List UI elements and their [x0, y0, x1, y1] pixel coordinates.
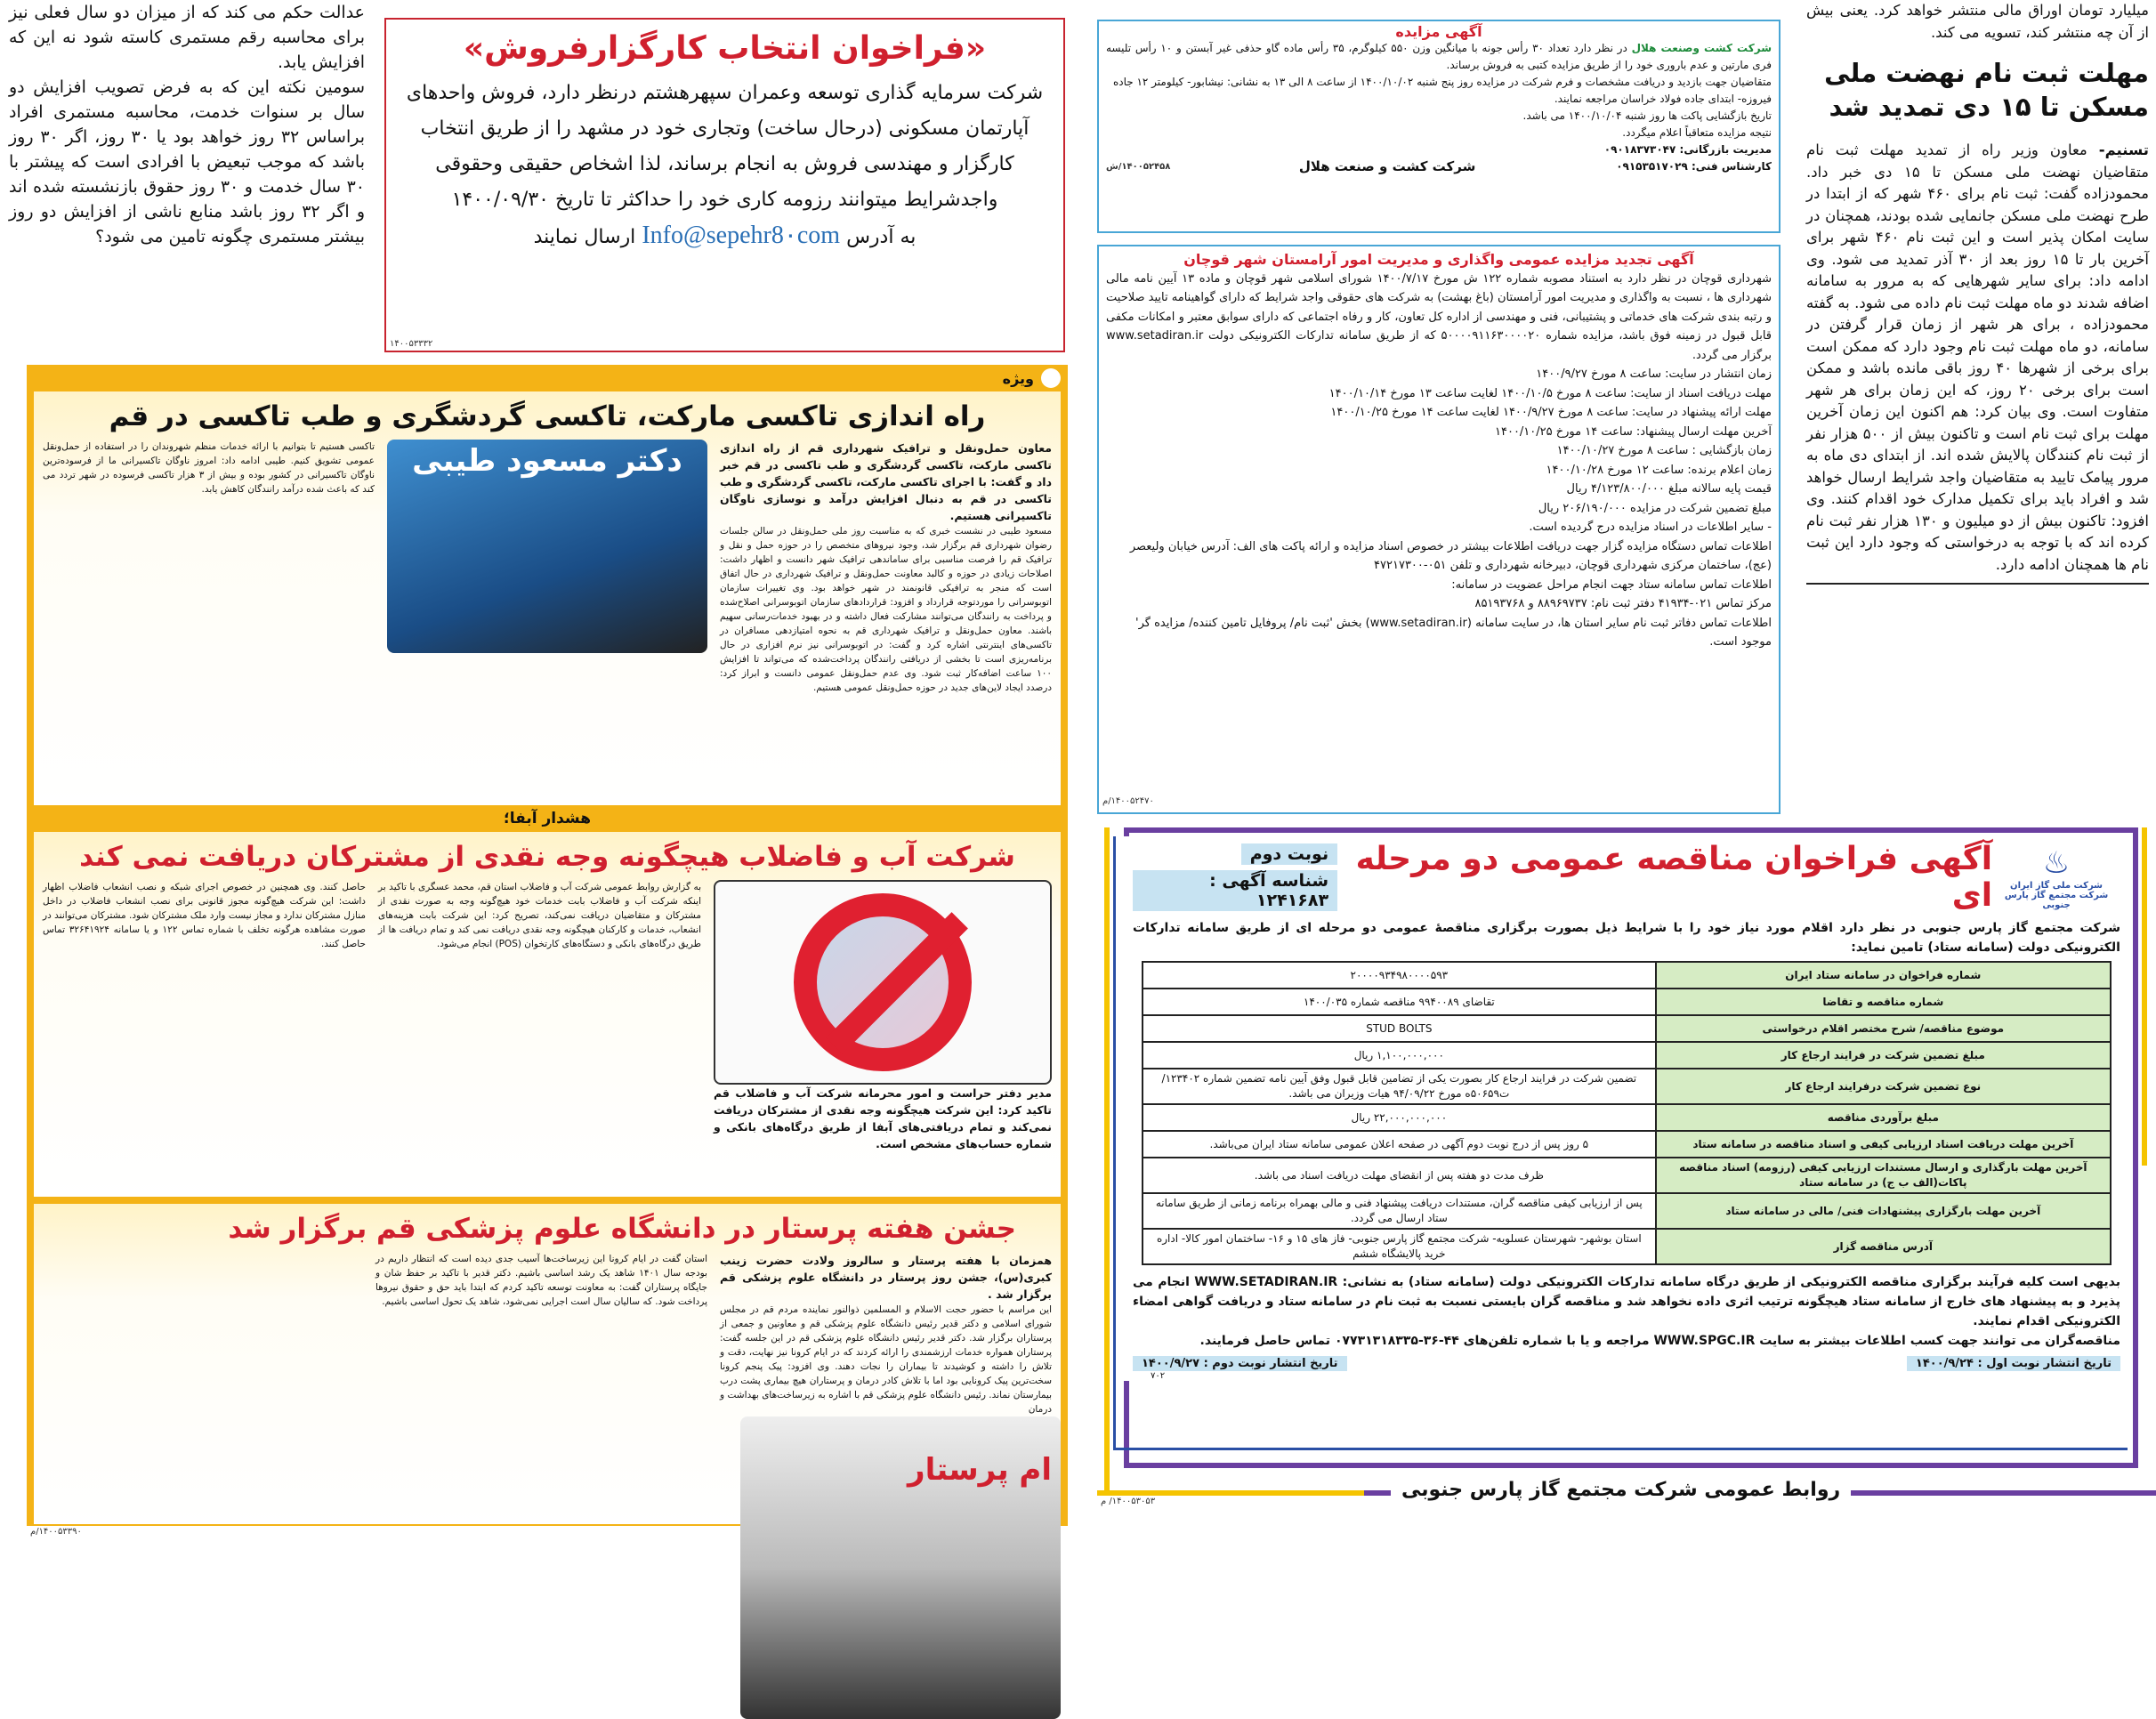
ad-line: تاریخ بازگشایی پاکت ها روز شنبه ۱۴۰۰/۱۰/۰۴ می باشد. — [1522, 109, 1772, 122]
ad-line: - سایر اطلاعات در اسناد مزایده درج گردیده است. — [1529, 521, 1772, 534]
ad-line: زمان انتشار در سایت: ساعت ۸ مورخ ۱۴۰۰/۹/۲۷ — [1536, 367, 1772, 381]
photo-no-cash — [714, 880, 1052, 1085]
row-label: آدرس مناقصه گزار — [1656, 1229, 2111, 1264]
row-label: مبلغ تضمین شرکت در فرایند ارجاع کار — [1656, 1042, 2111, 1069]
row-value: ۲۰۰۰۰۹۳۴۹۸۰۰۰۰۵۹۳ — [1143, 962, 1656, 989]
news-source: تسنیم- — [2098, 141, 2149, 158]
ad-line: زمان بازگشایی : ساعت ۸ مورخ ۱۴۰۰/۱۰/۲۷ — [1556, 444, 1772, 457]
article-taxi — [34, 391, 1061, 805]
article-headline: مهلت ثبت نام نهضت ملی مسکن تا ۱۵ دی تمدید شد — [1824, 58, 2149, 122]
table-row — [1143, 962, 2111, 989]
article-continuation-pension — [9, 0, 365, 249]
ad-gas-tender — [1097, 827, 2156, 1530]
ad-title: آگهی فراخوان مناقصه عمومی دو مرحله ای — [1355, 841, 1993, 914]
row-label: نوع تضمین شرکت درفرایند ارجاع کار — [1656, 1069, 2111, 1104]
paragraph: عدالت حکم می کند که از میزان دو سال فعلی نیز برای محاسبه رقم مستمری کاسته شود نه این که افزایش یابد. — [9, 3, 365, 72]
ad-signature: روابط عمومی شرکت مجتمع گاز پارس جنوبی — [1391, 1479, 1851, 1501]
ad-line: آخرین مهلت ارسال پیشنهاد: ساعت ۱۴ مورخ ۱۴۰۰/۱۰/۲۵ — [1495, 424, 1772, 439]
ad-id-label: شناسه آگهی : — [1209, 871, 1329, 891]
address-prefix: به آدرس — [846, 226, 917, 248]
table-row — [1143, 1104, 2111, 1131]
ad-line: قیمت پایه سالانه مبلغ ۴/۱۲۳/۸۰۰/۰۰۰ ریال — [1566, 482, 1772, 496]
table-row — [1143, 989, 2111, 1015]
ad-body: در نظر دارد تعداد ۳۰ رأس جونه با میانگین وزن ۵۵۰ کیلوگرم، ۳۵ رأس ماده گاو حذفی غیر آبستن و ۱۰ رأس تلیسه فری مارتین و عدم باروری خود را از طریق مزایده کتبی به فروش برساند. — [1106, 42, 1772, 71]
water-kicker: هشدار آبفا؛ — [503, 810, 592, 827]
article-tail: میلیارد تومان اوراق مالی منتشر خواهد کرد. یعنی بیش از آن چه منتشر کند، تسویه می کند. — [1806, 2, 2149, 41]
row-label: آخرین مهلت بارگذاری و ارسال مستندات ارزیابی کیفی (رزومه) اسناد مناقصه پاکات(الف ب ج) در سامانه ستاد — [1656, 1158, 2111, 1193]
row-value: استان بوشهر- شهرستان عسلویه- شرکت مجتمع گاز پارس جنوبی- فاز های ۱۵ و ۱۶- ساختمان امور کالا- اداره خرید پالایشگاه ششم — [1143, 1229, 1656, 1264]
ad-code: ۱۴۰۰۵۲۴۵۸/ش — [1106, 162, 1171, 172]
section-header — [34, 365, 1061, 391]
row-label: موضوع مناقصه/ شرح مختصر اقلام درخواستی — [1656, 1015, 2111, 1042]
row-label: مبلغ برآوردی مناقصه — [1656, 1104, 2111, 1131]
ad-line: اطلاعات تماس دستگاه مزایده گزار جهت دریافت اطلاعات بیشتر در خصوص اسناد مزایده و ارائه پاکت های الف: آدرس خیابان ولیعصر (عج)، ساختمان مرکزی شهرداری قوچان، دبیرخانه شهرداری و تلفن ۰۵۱-۴۷۲۱۷۳۰۰ — [1129, 539, 1772, 572]
article-lead: معاون حمل‌ونقل و ترافیک شهرداری قم از راه اندازی تاکسی مارکت، تاکسی گردشگری و طب تاکسی در قم خبر داد و گفت: با اجرای تاکسی مارکت، تاکسی گردشگری و طب تاکسی در قم به دنبال افزایش درآمد و نوسازی ناوگان تاکسیرانی هستیم. — [720, 441, 1052, 522]
ad-line: مرکز تماس ۰۲۱-۴۱۹۳۴ دفتر ثبت نام: ۸۸۹۶۹۷۳۷ و ۸۵۱۹۳۷۶۸ — [1474, 597, 1772, 610]
article-body: حاصل کنند. وی همچنین در خصوص اجرای شبکه و نصب انشعاب فاضلاب اظهار داشت: این شرکت هیچ‌گونه مجوز قانونی برای نصب انشعاب فاضلاب در داخل منازل مشترکان ندارد و مجاز نیست وارد ملک مشترکان شود. مشترکان می‌توانند در صورت مشاهده هرگونه تخلف با شماره تماس ۱۲۲ و یا سامانه ۳۲۶۴۱۹۲۴ تماس حاصل کنند. — [43, 882, 366, 949]
article-body: استان گفت در ایام کرونا این زیرساخت‌ها آسیب جدی دیده است که انتظار داریم در بودجه سال ۱۴۰۱ شاهد یک رشد اساسی باشیم. دکتر قدیر با تاکید بر حفظ شان و جایگاه پرستاران گفت: به معاونت توسعه تاکید کردم که ابتدا باید حق و حقوق نیروها پرداخت شود. که سالیان سال است اجرایی نمی‌شود، شاهد یک تحول اساسی باشیم. — [375, 1254, 707, 1307]
article-headline: جشن هفته پرستار در دانشگاه علوم پزشکی قم برگزار شد — [228, 1213, 1016, 1245]
article-body: به گزارش روابط عمومی شرکت آب و فاضلاب استان قم، محمد عسگری با تاکید بر اینکه شرکت آب و فاضلاب بابت خدمات خود هیچ‌گونه وجه به صورت نقدی از مشترکان و متقاضیان دریافت نمی‌کند، تصریح کرد: این شرکت بابت هزینه‌های انشعاب، خدمات و کارکنان هیچگونه وجه نقدی دریافت نمی کند و تمام دریافت ها از طریق درگاه‌های بانکی و دستگاه‌های کارتخوان (POS) انجام می‌شود. — [378, 882, 701, 949]
photo-official — [387, 440, 707, 653]
ad-footer: مناقصه‌گران می توانند جهت کسب اطلاعات بیشتر به سایت WWW.SPGC.IR مراجعه و یا با شماره تلفن‌های ۴۴-۳۶-۰۷۷۳۱۳۱۸۳۳۵ تماس حاصل فرمایند. — [1199, 1334, 2120, 1348]
company-name: شرکت کشت وصنعت هلال — [1631, 42, 1772, 54]
tender-details-table — [1142, 961, 2112, 1265]
article-headline: شرکت آب و فاضلاب هیچگونه وجه نقدی از مشترکان دریافت نمی کند — [79, 841, 1015, 873]
paragraph: سومین نکته این که به فرض تصویب افزایش دو سال بر سنوات خدمت، محاسبه مستمری افراد براساس ۳۲ روز خواهد بود یا ۳۰ روز، اگر ۳۰ روز باشد که موجب تبعیض با افرادی است که پیشتر با ۳۰ سال خدمت و ۳۰ روز حقوق بازنشسته شده اند و اگر ۳۲ روز باشد منابع ناشی از افزایش دو روز بیشتر مستمری چگونه تامین می شود؟ — [9, 77, 366, 246]
divider — [1806, 583, 2149, 585]
article-housing-registration — [1806, 0, 2149, 585]
article-water — [34, 832, 1061, 1197]
ad-line: زمان اعلام برنده: ساعت ۱۲ مورخ ۱۴۰۰/۱۰/۲۸ — [1546, 463, 1772, 477]
row-label: آخرین مهلت دریافت اسناد ارزیابی کیفی و اسناد مناقصه در سامانه ستاد — [1656, 1131, 2111, 1158]
ad-line: مهلت ارائه پیشنهاد در سایت: ساعت ۸ مورخ ۱۴۰۰/۹/۲۷ لغایت ساعت ۱۴ مورخ ۱۴۰۰/۱۰/۲۵ — [1330, 406, 1772, 419]
ad-address — [404, 218, 1046, 255]
round-badge: نوبت دوم — [1241, 843, 1337, 865]
row-value: ۵ روز پس از درج نوبت دوم آگهی در صفحه اعلان عمومی سامانه ستاد ایران می‌باشد. — [1143, 1131, 1656, 1158]
logo-text: شرکت مجتمع گاز پارس جنوبی — [2004, 890, 2109, 910]
divider — [1104, 827, 1110, 1495]
row-label: شماره فراخوان در سامانه ستاد ایران — [1656, 962, 2111, 989]
article-headline: راه اندازی تاکسی مارکت، تاکسی گردشگری و طب تاکسی در قم — [109, 400, 986, 432]
row-label: آخرین مهلت بارگزاری پیشنهادات فنی/ مالی در سامانه ستاد — [1656, 1193, 2111, 1229]
ad-id: ۱۲۴۱۶۸۳ — [1256, 891, 1329, 910]
photo-banner-text: ام پرستار — [908, 1452, 1052, 1488]
page-number: ۷۰۲ — [1151, 1371, 1166, 1381]
row-value: تقاضای ۹۹۴۰۰۸۹ مناقصه شماره ۱۴۰۰/۰۳۵ — [1143, 989, 1656, 1015]
article-body: تاکسی هستیم تا بتوانیم با ارائه خدمات منظم شهروندان را در استفاده از حمل‌ونقل عمومی تشویق کنیم. طیبی ادامه داد: امروز ناوگان تاکسیرانی ما از فرسوده‌ترین ناوگان تاکسیرانی در کشور بوده و بیش از ۳ هزار تاکسی فرسوده در شهر تردد می کند که باعث شده درآمد رانندگان کاهش یابد. — [43, 441, 375, 495]
ad-line: اطلاعات تماس دفاتر ثبت نام سایر استان ها، در سایت سامانه (www.setadiran.ir) بخش 'ثبت نام/ پروفایل تامین کننده/ مزایده گر' موجود است. — [1135, 616, 1772, 649]
row-value: پس از ارزیابی کیفی مناقصه گران، مستندات دریافت پیشنهاد فنی و مالی بهمراه برنامه زمانی از طریق سامانه ستاد ارسال می گردد. — [1143, 1193, 1656, 1229]
row-label: شماره مناقصه و تقاضا — [1656, 989, 2111, 1015]
ad-line: نتیجه مزایده متعاقباً اعلام میگردد. — [1622, 126, 1772, 139]
row-value: STUD BOLTS — [1143, 1015, 1656, 1042]
ad-footer: بدیهی است کلیه فرآیند برگزاری مناقصه الکترونیکی از طریق درگاه سامانه تدارکات الکترونیکی دولت (سامانه ستاد) به نشانی: WWW.SETADIRAN.IR انجام می پذیرد و به پیشنهاد های خارج از سامانه ستاد هیچگونه ترتیب اثری داده نخواهد شد و مناقصه گران بایستی نسبت به ثبت نام در سامانه ستاد و دریافت گواهی امضاء الکترونیکی اقدام نمایند. — [1133, 1275, 2120, 1328]
ad-intro: شرکت مجتمع گاز پارس جنوبی در نظر دارد اقلام مورد نیاز خود را با شرایط ذیل بصورت برگزاری مناقصهٔ عمومی دو مرحله ای از طریق سامانه تدارکات الکترونیکی دولت (سامانه ستاد) تامین نماید: — [1133, 921, 2120, 955]
article-nursing — [34, 1204, 1061, 1524]
prohibited-icon — [794, 893, 972, 1071]
article-lead: همزمان با هفته پرستار و سالروز ولادت حضرت زینب کبری(س)، جشن روز پرستار در دانشگاه علوم پزشکی قم برگزار شد . — [720, 1254, 1052, 1301]
ad-line: اطلاعات تماس سامانه ستاد جهت انجام مراحل عضویت در سامانه: — [1451, 577, 1772, 592]
logo-nigc — [1992, 845, 2120, 910]
ad-line: مبلغ تضمین شرکت در مزایده ۲۰۶/۱۹۰/۰۰۰ ریال — [1538, 501, 1772, 515]
phone-commercial: مدیریت بازرگانی: ۰۹۰۱۸۳۷۳۰۴۷ — [1603, 143, 1772, 156]
section-label: ویژه — [1002, 369, 1034, 387]
flame-logo-icon: ♨ — [2042, 844, 2071, 881]
divider — [1097, 1490, 1364, 1496]
photo-caption: مدیر دفتر حراست و امور محرمانه شرکت آب و فاضلاب قم تاکید کرد: این شرکت هیچگونه وجه نقدی از مشترکان دریافت نمی‌کند و تمام دریافتی‌های آبفا از طریق درگاه‌های بانکی و شماره حساب‌های مشخص است. — [714, 1086, 1052, 1150]
article-body: معاون وزیر راه از تمدید مهلت ثبت نام متقاضیان نهضت ملی مسکن تا ۱۵ دی خبر داد. محمودزاده گفت: ثبت نام برای ۴۶۰ شهر که از ابتدا در طرح نهضت ملی مسکن جانمایی شده بودند، همچنان در سایت امکان پذیر است و این ثبت نام ۴۶۰ شهر برای آخرین بار تا ۱۵ روز بعد از ۳۰ آذر تمدید می شود. وی ادامه داد: برای سایر شهرهایی که به مرور به سامانه اضافه شدند دو ماه مهلت ثبت نام داده می شود. به گفته محمودزاده ، برای هر شهر از زمان قرار گرفتن در سامانه، دو ماه مهلت ثبت نام وجود دارد که ممکن است برای برخی از شهرها ۴۰ روز باقی مانده باشد و ممکن است برای برخی ۲۰ روز، که این زمان برای هر شهر متفاوت است. وی بیان کرد: هم اکنون این زمان آخرین مهلت برای ثبت نام است و تاکنون بیش از ۵۰۰ هزار نفر از ثبت نام کنندگان پالایش شده اند. از ابتدای دی ماه به مرور پیامک تایید به متقاضیان واجد شرایط ارسال خواهد شد و افراد باید برای تکمیل مدارک خود اقدام کنند. وی افزود: تاکنون بیش از دو میلیون و ۱۳۰ هزار نفر ثبت نام کرده اند که با توجه به درخواستی که وجود دارد این ثبت نام ها همچنان ادامه دارد. — [1806, 141, 2150, 573]
ad-code: ۱۴۰۰۵۲۴۷۰/م — [1102, 795, 1154, 806]
publish-date-second: تاریخ انتشار نوبت دوم : ۱۴۰۰/۹/۲۷ — [1133, 1356, 1347, 1371]
ad-title: آگهی مزایده — [1395, 23, 1482, 40]
row-value: ۱,۱۰۰,۰۰۰,۰۰۰ ریال — [1143, 1042, 1656, 1069]
ad-sales-agent-call — [384, 18, 1065, 352]
ad-auction-quchan-cemetery — [1097, 245, 1781, 814]
special-section — [27, 365, 1068, 1537]
ad-auction-halal — [1097, 20, 1781, 233]
divider — [2142, 827, 2147, 1166]
photo-nursing-ceremony — [740, 1416, 1061, 1719]
table-row — [1143, 1229, 2111, 1264]
table-row — [1143, 1193, 2111, 1229]
ad-title: «فراخوان انتخاب کارگزارفروش» — [463, 30, 987, 67]
ad-line: متقاضیان جهت بازدید و دریافت مشخصات و فرم شرکت در مزایده روز پنج شنبه ۱۴۰۰/۱۰/۰۲ از ساعت ۸ الی ۱۳ به نشانی: نیشابور- کیلومتر ۱۲ جاده فیروزه- ابتدای جاده فولاد خراسان مراجعه نمایند. — [1112, 76, 1772, 105]
ad-title: آگهی تجدید مزایده عمومی واگذاری و مدیریت امور آرامستان شهر قوچان — [1183, 251, 1694, 268]
address-suffix: ارسال نمایند — [533, 226, 636, 248]
ad-signature: شرکت کشت و صنعت هلال — [1298, 158, 1476, 174]
phone-technical: کارشناس فنی: ۰۹۱۵۳۵۱۷۰۲۹ — [1616, 160, 1772, 173]
article-body: این مراسم با حضور حجت الاسلام و المسلمین ذوالنور نماینده مردم قم در مجلس شورای اسلامی و دکتر قدیر رئیس دانشگاه علوم پزشکی قم و معاونین و جمعی از پرستاران برگزار شد. دکتر قدیر رئیس دانشگاه علوم پزشکی قم در این جلسه گفت: پرستاران همواره خدمات ارزشمندی را ارائه کردند که در ایام کرونا نیز نهایت، دقت و تلاش را داشته و کوشیدند تا بیماران را نجات دهند. وی افزود: پیک پنجم کرونا سخت‌ترین پیک کرونایی بود اما با تلاش کادر درمان و پرستاران هیچ بیماری پشت درب بیمارستان نماند. رئیس دانشگاه علوم پزشکی قم با اشاره به زیرساخت‌های بهداشت و درمان — [720, 1304, 1052, 1415]
ad-code: ۱۴۰۰۵۳۳۹۰/م — [30, 1527, 82, 1537]
ad-code: ۱۴۰۰۵۳۳۳۲ — [390, 339, 433, 349]
email-link[interactable]: Info@sepehr8۰com — [642, 222, 841, 249]
ad-body: شرکت سرمایه گذاری توسعه وعمران سپهرهشتم درنظر دارد، فروش واحدهای آپارتمان مسکونی (درحال ساخت) وتجاری خود در مشهد را از طریق انتخاب کارگزار و مهندسی فروش به انجام برساند، لذا اشخاص حقیقی وحقوقی واجدشرایط میتوانند رزومه کاری خود را حداکثر تا تاریخ ۱۴۰۰/۰۹/۳۰ — [406, 82, 1044, 211]
table-row — [1143, 1131, 2111, 1158]
table-row — [1143, 1069, 2111, 1104]
table-row — [1143, 1042, 2111, 1069]
row-value: تضمین شرکت در فرایند ارجاع کار بصورت یکی از تضامین قابل قبول وفق آیین نامه تضمین شماره ۱۲۳۴۰۲/ت۵۰۶۵۹ه مورخ ۹۴/۰۹/۲۲ هیات وزیران می باشد. — [1143, 1069, 1656, 1104]
ad-body: شهرداری قوچان در نظر دارد به استناد مصوبه شماره ۱۲۲ ش مورخ ۱۴۰۰/۷/۱۷ شورای اسلامی شهر قوچان و ماده ۱۳ آیین نامه مالی شهرداری ها ، نسبت به واگذاری و مدیریت امور آرامستان (باغ بهشت) به شرکت های حقوقی واجد شرایط که دارای گواهینامه تایید صلاحیت و رتبه بندی شرکت های خدماتی و پشتیبانی، فنی و مهندسی از اداره کل تعاون، کار و رفاه اجتماعی که دارای سوابق معتبر و امکانات مکفی قابل قبول در زمینه فوق باشد، مزایده شماره ۵۰۰۰۰۹۱۱۶۳۰۰۰۰۲۰ که از طریق سامانه تدارکات الکترونیکی دولت www.setadiran.ir برگزار می گردد. — [1106, 271, 1772, 362]
photo-banner-text: دکتر مسعود طیبی — [412, 443, 682, 479]
article-body: مسعود طیبی در نشست خبری که به مناسبت روز ملی حمل‌ونقل در سالن جلسات رضوان شهرداری قم برگزار شد، وجود نیروهای متخصص را در حوزه حمل و نقل و ترافیک قم را فرصت مناسبی برای ساماندهی ترافیک شهر دانست و اظهار داشت: اصلاحات زیادی در حوزه و کالبد معاونت حمل‌ونقل و ترافیک شهرداری در حال اتفاق است که منجر به ترافیکی قانونمند در شهر خواهد بود. وی تغییرات سازمان اتوبوسرانی را موردتوجه قرارداد و افزود: قراردادهای سازمان اتوبوسرانی اصلاح‌شده و پرداخت به رانندگان می‌توانند مشارکت فعال داشته و در بهبود خدمات‌رسانی سهیم باشند. معاون حمل‌ونقل و ترافیک شهرداری قم به نحوه امتیازدهی مسافران در تاکسی‌های اینترنتی اشاره کرد و گفت: در اتوبوسرانی نیز نرم افزاری در حال برنامه‌ریزی است تا بخشی از دریافتی رانندگان پرداخت‌شده که می‌تواند تا افزایش ۱۰۰ ساعت اضافه‌کار ثبت شود. وی عدم حمل‌ونقل عمومی دانست و ابراز کرد: درصدد ایجاد لاین‌های جدید در حوزه حمل‌ونقل عمومی هستیم. — [720, 526, 1052, 693]
row-value: ۲۲,۰۰۰,۰۰۰,۰۰۰ ریال — [1143, 1104, 1656, 1131]
table-row — [1143, 1158, 2111, 1193]
logo-text: شرکت ملی گاز ایران — [2010, 880, 2104, 891]
ad-lines — [1106, 365, 1772, 652]
publish-date-first: تاریخ انتشار نوبت اول : ۱۴۰۰/۹/۲۴ — [1907, 1356, 2120, 1371]
circle-icon — [1041, 368, 1061, 388]
ad-line: مهلت دریافت اسناد از سایت: ساعت ۸ مورخ ۱۴۰۰/۱۰/۵ لغایت ساعت ۱۳ مورخ ۱۴۰۰/۱۰/۱۴ — [1328, 386, 1772, 400]
ad-code: ۱۴۰۰۵۳۰۵۳/ م — [1101, 1497, 1156, 1506]
table-row — [1143, 1015, 2111, 1042]
row-value: ظرف مدت دو هفته پس از انقضای مهلت دریافت اسناد می باشد. — [1143, 1158, 1656, 1193]
